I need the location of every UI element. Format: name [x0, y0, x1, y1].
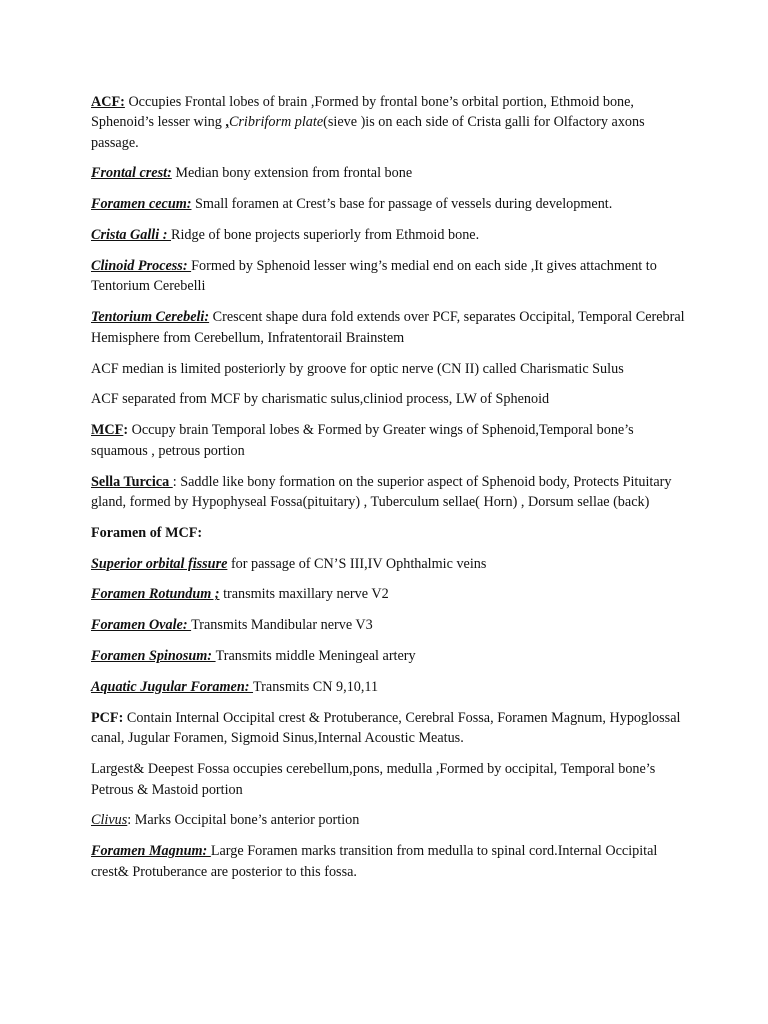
note-text: Largest& Deepest Fossa occupies cerebellum,pons, medulla ,Formed by occipital, Temporal bone’s Petrous & Mastoid portion: [91, 761, 656, 798]
note-paragraph: [91, 163, 691, 183]
note-paragraph: [91, 307, 691, 348]
note-paragraph: [91, 677, 691, 697]
note-paragraph: [91, 759, 691, 800]
note-term: Foramen Spinosum:: [91, 648, 216, 665]
note-term: Crista Galli :: [91, 227, 172, 244]
note-paragraph: [91, 523, 691, 543]
note-term: :: [123, 422, 129, 439]
note-paragraph: [91, 841, 691, 882]
note-paragraph: [91, 810, 691, 830]
note-term: Clivus: [91, 812, 128, 829]
note-term: PCF:: [91, 710, 124, 727]
note-term: Aquatic Jugular Foramen:: [91, 679, 254, 696]
note-paragraph: [91, 646, 691, 666]
note-text: Transmits CN 9,10,11: [253, 679, 379, 696]
note-text: Contain Internal Occipital crest & Protuberance, Cerebral Fossa, Foramen Magnum, Hypoglossal canal, Jugular Foramen, Sigmoid Sinus,Internal Acoustic Meatus.: [91, 710, 681, 747]
note-text: Transmits Mandibular nerve V3: [191, 617, 373, 634]
note-paragraph: [91, 420, 691, 461]
note-paragraph: [91, 194, 691, 214]
note-term: Foramen of MCF:: [91, 524, 203, 541]
note-text: Occupies Frontal lobes of brain ,Formed by frontal bone’s orbital portion, Ethmoid bone, Sphenoid’s lesser wing: [91, 94, 634, 131]
note-term: Foramen Magnum:: [91, 843, 211, 860]
note-text: : Saddle like bony formation on the superior aspect of Sphenoid body, Protects Pituitary gland, formed by Hypophyseal Fossa(pituitary) , Tuberculum sellae( Horn) , Dorsum sellae (back): [91, 473, 672, 510]
note-text: Ridge of bone projects superiorly from Ethmoid bone.: [171, 227, 480, 244]
note-term: ACF:: [91, 94, 125, 110]
note-text: Large Foramen marks transition from medulla to spinal cord.Internal Occipital crest& Protuberance are posterior to this fossa.: [91, 843, 658, 880]
note-paragraph: [91, 472, 691, 513]
note-term: Frontal crest:: [91, 165, 172, 182]
note-paragraph: [91, 359, 691, 379]
note-term: Superior orbital fissure: [91, 555, 228, 572]
document-page: [91, 92, 691, 892]
note-term: MCF: [91, 422, 124, 439]
note-paragraph: [91, 584, 691, 604]
note-text: ACF median is limited posteriorly by groove for optic nerve (CN II) called Charismatic Sulus: [91, 360, 624, 377]
note-paragraph: [91, 554, 691, 574]
note-term: Foramen Rotundum ;: [91, 586, 220, 603]
note-paragraph: [91, 225, 691, 245]
note-text: Formed by Sphenoid lesser wing’s medial end on each side ,It gives attachment to Tentorium Cerebelli: [91, 258, 657, 295]
note-text: Small foramen at Crest’s base for passage of vessels during development.: [191, 196, 613, 213]
note-term: Tentorium Cerebeli:: [91, 309, 210, 326]
note-term: Foramen cecum:: [91, 196, 192, 213]
note-text: transmits maxillary nerve V2: [219, 586, 389, 603]
note-paragraph: [91, 256, 691, 297]
note-text: Transmits middle Meningeal artery: [215, 648, 416, 665]
note-paragraph: [91, 389, 691, 409]
note-text: : Marks Occipital bone’s anterior portion: [127, 812, 360, 829]
note-paragraph: [91, 615, 691, 635]
note-term: Clinoid Process:: [91, 258, 192, 275]
note-term: Sella Turcica: [91, 473, 173, 490]
note-text: for passage of CN’S III,IV Ophthalmic veins: [227, 555, 487, 572]
note-text: Median bony extension from frontal bone: [171, 165, 413, 182]
note-text: (sieve )is on each side of Crista galli for Olfactory axons passage.: [91, 114, 645, 151]
note-paragraph: [91, 92, 691, 153]
note-term: Cribriform plate: [228, 114, 324, 131]
note-term: Foramen Ovale:: [91, 617, 192, 634]
note-paragraph: [91, 708, 691, 749]
note-text: Crescent shape dura fold extends over PCF, separates Occipital, Temporal Cerebral Hemisphere from Cerebellum, Infratentorail Brainstem: [91, 309, 685, 346]
note-text: Occupy brain Temporal lobes & Formed by Greater wings of Sphenoid,Temporal bone’s squamous , petrous portion: [91, 422, 634, 459]
note-text: ACF separated from MCF by charismatic sulus,cliniod process, LW of Sphenoid: [91, 391, 550, 408]
note-term: ,: [225, 114, 229, 131]
